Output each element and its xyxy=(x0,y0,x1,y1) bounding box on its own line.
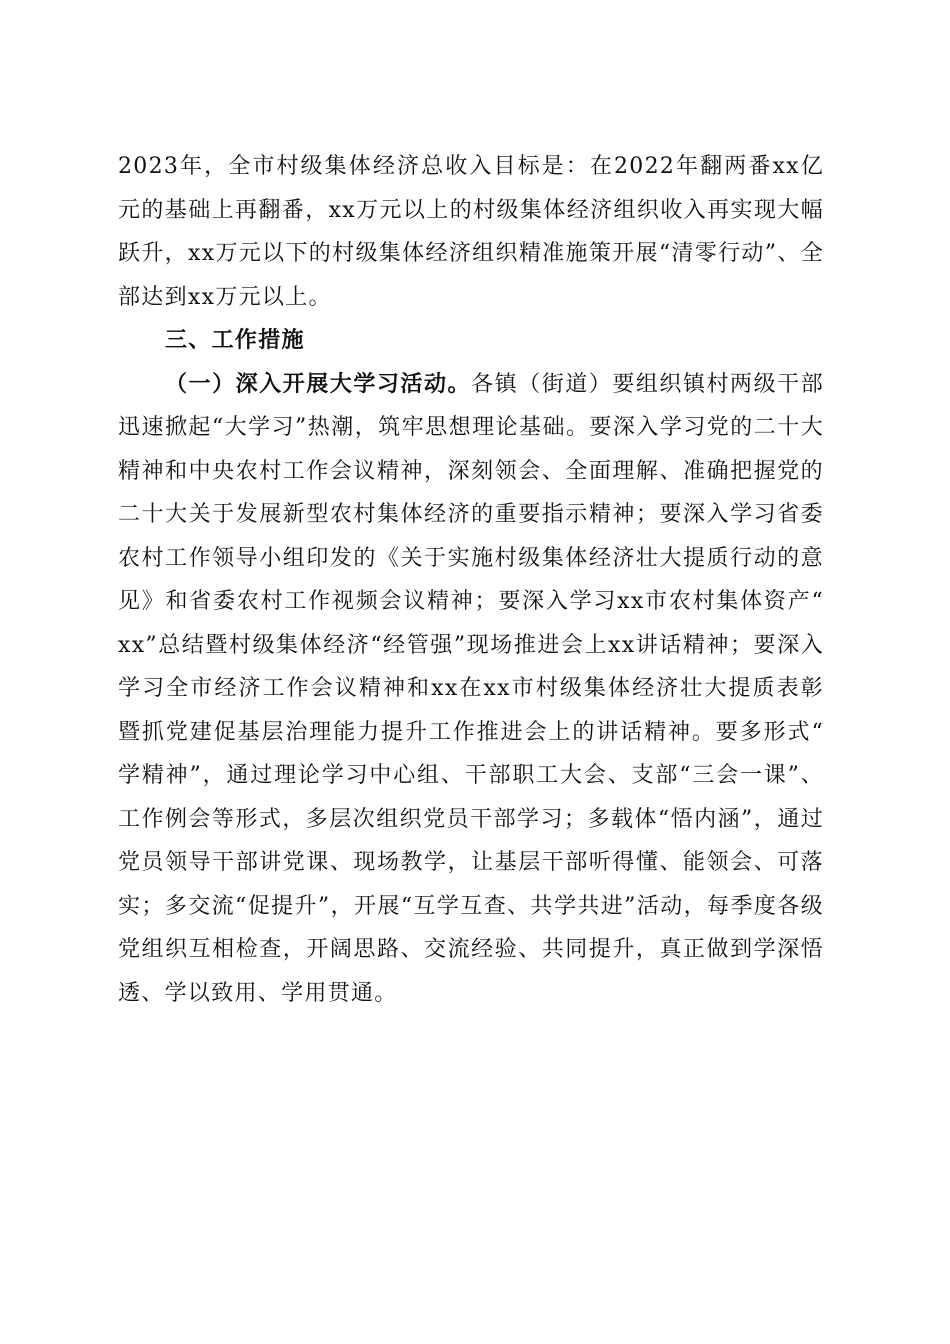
section-heading-work-measures: 三、工作措施 xyxy=(165,327,305,353)
paragraph-body-text: 各镇（街道）要组织镇村两级干部迅速掀起“大学习”热潮，筑牢思想理论基础。要深入学习党的二十大精神和中央农村工作会议精神，深刻领会、全面理解、准确把握党的二十大关于发展新型农村集体经济的重要指示精神；要深入学习省委农村工作领导小组印发的《关于实施村级集体经济壮大提质行动的意见》和省委农村工作视频会议精神；要深入学习xx市农村集体资产“xx”总结暨村级集体经济“经管强”现场推进会上xx讲话精神；要深入学习全市经济工作会议精神和xx在xx市村级集体经济壮大提质表彰暨抓党建促基层治理能力提升工作推进会上的讲话精神。要多形式“学精神”，通过理论学习中心组、干部职工大会、支部“三会一课”、工作例会等形式，多层次组织党员干部学习；多载体“悟内涵”，通过党员领导干部讲党课、现场教学，让基层干部听得懂、能领会、可落实；多交流“促提升”，开展“互学互查、共学共进”活动，每季度各级党组织互相检查，开阔思路、交流经验、共同提升，真正做到学深悟透、学以致用、学用贯通。 xyxy=(118,371,824,1006)
document-page xyxy=(118,145,824,1015)
paragraph-targets: 2023年，全市村级集体经济总收入目标是：在2022年翻两番xx亿元的基础上再翻番，xx万元以上的村级集体经济组织收入再实现大幅跃升，xx万元以下的村级集体经济组织精准施策开展“清零行动”、全部达到xx万元以上。 xyxy=(118,154,824,310)
paragraph-lead-title: （一）深入开展大学习活动。 xyxy=(165,370,472,397)
paragraph-study-activities xyxy=(118,363,824,1016)
